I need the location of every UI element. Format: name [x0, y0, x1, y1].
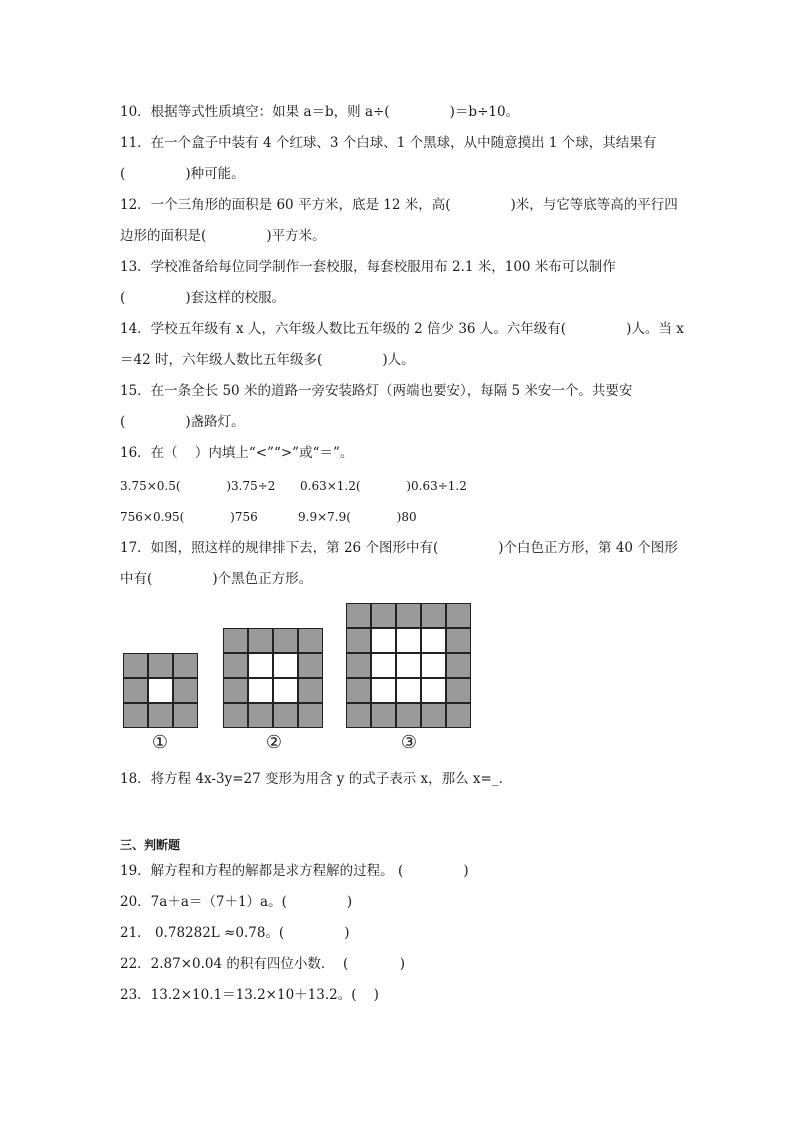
gray-square — [421, 603, 446, 628]
gray-square — [273, 703, 298, 728]
question-10: 10．根据等式性质填空：如果 a＝b，则 a÷( )＝b÷10。 — [120, 104, 520, 120]
question-15-line2: ( )盏路灯。 — [120, 414, 245, 430]
gray-square — [371, 703, 396, 728]
gray-square — [298, 653, 323, 678]
gray-square — [396, 603, 421, 628]
question-11-line2: ( )种可能。 — [120, 166, 245, 182]
gray-square — [123, 653, 148, 678]
gray-square — [173, 653, 198, 678]
gray-square — [346, 628, 371, 653]
gray-square — [173, 678, 198, 703]
white-square — [248, 678, 273, 703]
question-16-item-c: 756×0.95( )756 — [120, 510, 258, 524]
gray-square — [346, 603, 371, 628]
gray-square — [223, 653, 248, 678]
gray-square — [223, 628, 248, 653]
white-square — [396, 628, 421, 653]
square-pattern-figure-2 — [223, 628, 323, 728]
figure-label-1: ① — [151, 732, 169, 753]
question-13-line2: ( )套这样的校服。 — [120, 290, 286, 306]
white-square — [248, 653, 273, 678]
question-17-line2: 中有( )个黑色正方形。 — [120, 571, 313, 587]
white-square — [273, 653, 298, 678]
gray-square — [446, 603, 471, 628]
square-pattern-figure-1 — [123, 653, 198, 728]
gray-square — [446, 653, 471, 678]
gray-square — [446, 678, 471, 703]
white-square — [371, 653, 396, 678]
question-13-line1: 13．学校准备给每位同学制作一套校服，每套校服用布 2.1 米，100 米布可以制作 — [120, 259, 616, 275]
question-17-line1: 17．如图，照这样的规律排下去，第 26 个图形中有( )个白色正方形，第 40 个图形 — [120, 540, 678, 556]
question-15-line1: 15．在一条全长 50 米的道路一旁安装路灯（两端也要安），每隔 5 米安一个。共要安 — [120, 383, 633, 399]
white-square — [421, 628, 446, 653]
question-23: 23．13.2×10.1＝13.2×10＋13.2。( ) — [120, 987, 379, 1003]
gray-square — [346, 678, 371, 703]
gray-square — [123, 678, 148, 703]
question-19: 19．解方程和方程的解都是求方程解的过程。 ( ) — [120, 863, 469, 879]
question-16-line1: 16．在（ ）内填上“<”“>”或“＝”。 — [120, 445, 354, 461]
question-21: 21． 0.78282L ≈0.78。( ) — [120, 925, 350, 941]
gray-square — [223, 703, 248, 728]
gray-square — [446, 628, 471, 653]
white-square — [421, 653, 446, 678]
gray-square — [223, 678, 248, 703]
gray-square — [248, 628, 273, 653]
white-square — [371, 678, 396, 703]
question-14-line2: ＝42 时，六年级人数比五年级多( )人。 — [120, 352, 415, 368]
gray-square — [148, 703, 173, 728]
white-square — [148, 678, 173, 703]
gray-square — [446, 703, 471, 728]
gray-square — [298, 703, 323, 728]
question-22: 22．2.87×0.04 的积有四位小数． ( ) — [120, 956, 406, 972]
question-16-item-d: 9.9×7.9( )80 — [298, 510, 417, 524]
question-11-line1: 11．在一个盒子中装有 4 个红球、3 个白球、1 个黑球，从中随意摸出 1 个球，其结果有 — [120, 135, 657, 151]
section-3-title: 三、判断题 — [120, 838, 181, 852]
gray-square — [248, 703, 273, 728]
square-pattern-figure-3 — [346, 603, 471, 728]
question-16-item-a: 3.75×0.5( )3.75÷2 — [120, 479, 276, 493]
white-square — [421, 678, 446, 703]
gray-square — [173, 703, 198, 728]
gray-square — [346, 653, 371, 678]
question-14-line1: 14．学校五年级有 x 人，六年级人数比五年级的 2 倍少 36 人。六年级有( )人。当 x — [120, 321, 684, 337]
question-20: 20．7a＋a＝（7＋1）a。( ) — [120, 894, 353, 910]
gray-square — [273, 628, 298, 653]
white-square — [396, 653, 421, 678]
question-12-line2: 边形的面积是( )平方米。 — [120, 228, 326, 244]
gray-square — [148, 653, 173, 678]
gray-square — [421, 703, 446, 728]
gray-square — [298, 678, 323, 703]
gray-square — [123, 703, 148, 728]
figure-label-3: ③ — [400, 732, 418, 753]
white-square — [273, 678, 298, 703]
gray-square — [396, 703, 421, 728]
gray-square — [346, 703, 371, 728]
white-square — [371, 628, 396, 653]
gray-square — [298, 628, 323, 653]
question-12-line1: 12．一个三角形的面积是 60 平方米，底是 12 米，高( )米，与它等底等高的平行四 — [120, 197, 678, 213]
white-square — [396, 678, 421, 703]
gray-square — [371, 603, 396, 628]
question-16-item-b: 0.63×1.2( )0.63÷1.2 — [300, 479, 467, 493]
question-18: 18．将方程 4x-3y=27 变形为用含 y 的式子表示 x，那么 x=_. — [120, 771, 503, 787]
figure-label-2: ② — [265, 732, 283, 753]
